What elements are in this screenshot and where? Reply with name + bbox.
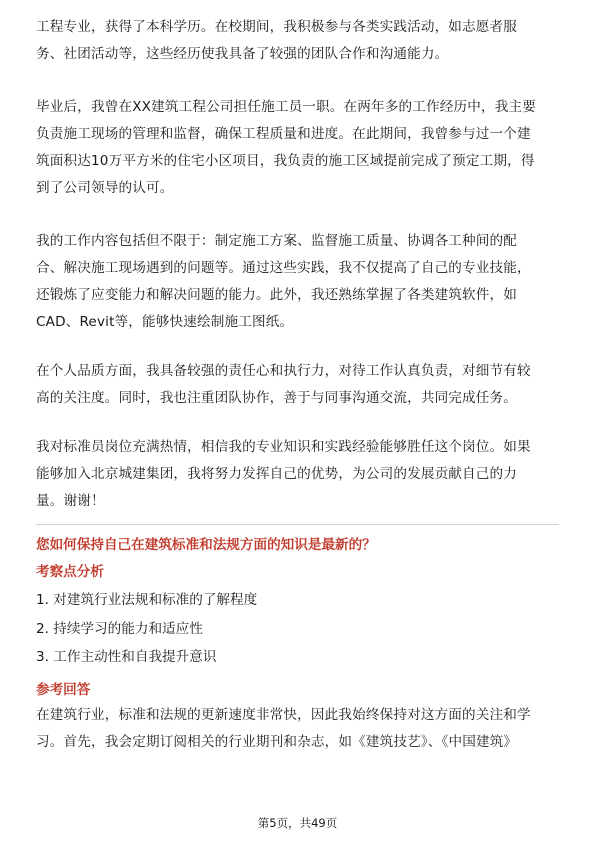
list-item: 1. 对建筑行业法规和标准的了解程度 [36, 592, 258, 608]
page-number: 第5页，共49页 [257, 816, 338, 830]
document-page [36, 14, 559, 756]
text-line: 能够加入北京城建集团，我将努力发挥自己的优势，为公司的发展贡献自己的力 [36, 466, 518, 482]
analysis-heading: 考察点分析 [36, 564, 104, 580]
text-line: 负责施工现场的管理和监督，确保工程质量和进度。在此期间，我曾参与过一个建 [36, 126, 531, 142]
text-line: 高的关注度。同时，我也注重团队协作，善于与同事沟通交流，共同完成任务。 [36, 390, 518, 406]
text-line: 还锻炼了应变能力和解决问题的能力。此外，我还熟练掌握了各类建筑软件，如 [36, 287, 518, 303]
interview-question: 您如何保持自己在建筑标准和法规方面的知识是最新的？ [36, 537, 376, 553]
text-line: 到了公司领导的认可。 [36, 180, 174, 196]
paragraph-work-experience [36, 94, 559, 202]
text-line: 筑面积达10万平方米的住宅小区项目，我负责的施工区域提前完成了预定工期，得 [36, 153, 535, 169]
answer-heading: 参考回答 [36, 681, 91, 698]
text-line: 我对标准员岗位充满热情，相信我的专业知识和实践经验能够胜任这个岗位。如果 [36, 439, 531, 455]
list-item: 3. 工作主动性和自我提升意识 [36, 649, 217, 665]
text-line: 在建筑行业，标准和法规的更新速度非常快，因此我始终保持对这方面的关注和学 [36, 706, 531, 723]
text-line: 量。谢谢！ [36, 493, 105, 509]
text-line: 合、解决施工现场遇到的问题等。通过这些实践，我不仅提高了自己的专业技能， [36, 260, 531, 276]
paragraph-education [36, 14, 559, 68]
text-line: CAD、Revit等，能够快速绘制施工图纸。 [36, 314, 294, 330]
text-line: 务、社团活动等，这些经历使我具备了较强的团队合作和沟通能力。 [36, 46, 449, 62]
text-line: 我的工作内容包括但不限于：制定施工方案、监督施工质量、协调各工种间的配 [36, 233, 518, 249]
text-line: 工程专业，获得了本科学历。在校期间，我积极参与各类实践活动，如志愿者服 [36, 19, 518, 35]
list-item: 2. 持续学习的能力和适应性 [36, 620, 203, 637]
text-line: 在个人品质方面，我具备较强的责任心和执行力，对待工作认真负责，对细节有较 [36, 363, 531, 379]
section-divider [36, 524, 559, 525]
text-line: 习。首先，我会定期订阅相关的行业期刊和杂志，如《建筑技艺》、《中国建筑》 [36, 733, 518, 750]
analysis-points-list [36, 586, 559, 672]
paragraph-answer [36, 702, 559, 756]
text-line: 毕业后，我曾在XX建筑工程公司担任施工员一职。在两年多的工作经历中，我主要 [36, 99, 536, 115]
paragraph-closing [36, 434, 559, 515]
paragraph-personal-quality [36, 358, 559, 412]
paragraph-work-content [36, 228, 559, 336]
